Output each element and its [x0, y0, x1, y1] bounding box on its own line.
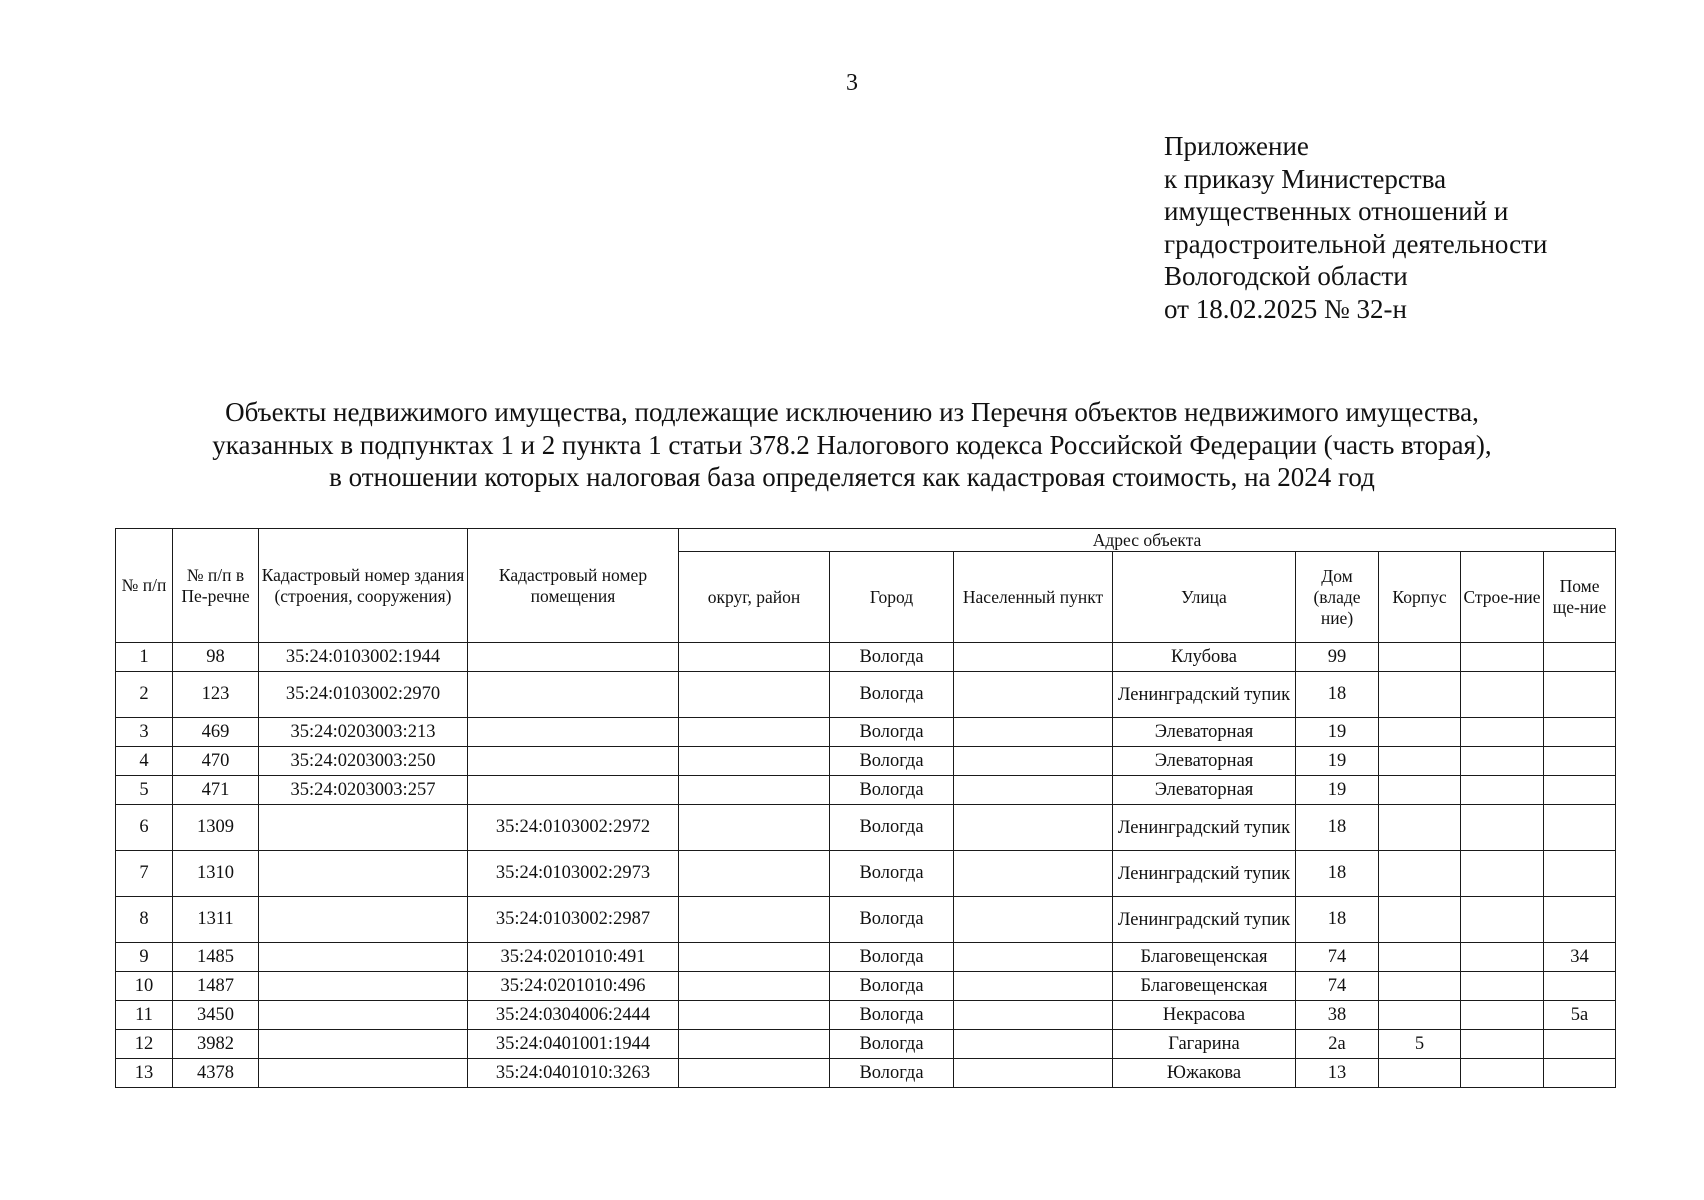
appendix-block	[1164, 130, 1684, 325]
cell-city: Вологда	[830, 897, 954, 943]
cell-pomeshchenie	[1544, 643, 1616, 672]
cell-building-cadastral	[259, 805, 468, 851]
appendix-line: градостроительной деятельности	[1164, 228, 1548, 259]
cell-district	[679, 851, 830, 897]
cell-pomeshchenie	[1544, 747, 1616, 776]
cell-house: 13	[1296, 1059, 1379, 1088]
cell-num: 9	[116, 943, 173, 972]
cell-room-cadastral	[468, 718, 679, 747]
cell-city: Вологда	[830, 1030, 954, 1059]
header-district: округ, район	[679, 552, 830, 643]
cell-street: Элеваторная	[1113, 718, 1296, 747]
cell-korpus	[1379, 643, 1461, 672]
cell-stroenie	[1461, 851, 1544, 897]
cell-room-cadastral: 35:24:0103002:2972	[468, 805, 679, 851]
cell-stroenie	[1461, 1030, 1544, 1059]
cell-district	[679, 897, 830, 943]
cell-house: 38	[1296, 1001, 1379, 1030]
table-row	[116, 805, 1616, 851]
cell-building-cadastral: 35:24:0203003:250	[259, 747, 468, 776]
cell-num: 12	[116, 1030, 173, 1059]
cell-settlement	[954, 747, 1113, 776]
cell-building-cadastral: 35:24:0103002:2970	[259, 672, 468, 718]
cell-room-cadastral: 35:24:0103002:2987	[468, 897, 679, 943]
cell-street: Благовещенская	[1113, 943, 1296, 972]
cell-room-cadastral	[468, 643, 679, 672]
table-row	[116, 851, 1616, 897]
document-title	[0, 396, 1704, 494]
cell-district	[679, 805, 830, 851]
cell-street: Южакова	[1113, 1059, 1296, 1088]
cell-city: Вологда	[830, 672, 954, 718]
title-line: Объекты недвижимого имущества, подлежащие исключению из Перечня объектов недвижимого имущества,	[225, 397, 1479, 427]
title-line: указанных в подпунктах 1 и 2 пункта 1 статьи 378.2 Налогового кодекса Российской Федерации (часть вторая),	[212, 429, 1492, 460]
cell-house: 18	[1296, 897, 1379, 943]
header-settlement: Населенный пункт	[954, 552, 1113, 643]
cell-settlement	[954, 943, 1113, 972]
cell-settlement	[954, 718, 1113, 747]
cell-city: Вологда	[830, 972, 954, 1001]
cell-list-num: 98	[173, 643, 259, 672]
cell-district	[679, 776, 830, 805]
cell-building-cadastral: 35:24:0203003:257	[259, 776, 468, 805]
cell-stroenie	[1461, 897, 1544, 943]
cell-num: 10	[116, 972, 173, 1001]
header-address-group: Адрес объекта	[679, 529, 1616, 552]
cell-house: 18	[1296, 851, 1379, 897]
cell-room-cadastral	[468, 747, 679, 776]
cell-settlement	[954, 851, 1113, 897]
cell-num: 4	[116, 747, 173, 776]
page-number: 3	[846, 70, 858, 96]
objects-table	[115, 528, 1616, 1088]
cell-korpus	[1379, 672, 1461, 718]
cell-city: Вологда	[830, 943, 954, 972]
cell-building-cadastral	[259, 1030, 468, 1059]
cell-city: Вологда	[830, 643, 954, 672]
appendix-line: к приказу Министерства	[1164, 163, 1447, 194]
title-line: в отношении которых налоговая база определяется как кадастровая стоимость, на 2024 год	[329, 462, 1375, 492]
cell-street: Некрасова	[1113, 1001, 1296, 1030]
cell-district	[679, 1059, 830, 1088]
header-house: Дом (владе ние)	[1296, 552, 1379, 643]
cell-num: 6	[116, 805, 173, 851]
cell-korpus	[1379, 897, 1461, 943]
cell-settlement	[954, 1001, 1113, 1030]
cell-room-cadastral: 35:24:0103002:2973	[468, 851, 679, 897]
cell-list-num: 3982	[173, 1030, 259, 1059]
header-num: № п/п	[116, 529, 173, 643]
cell-city: Вологда	[830, 747, 954, 776]
cell-settlement	[954, 897, 1113, 943]
cell-street: Гагарина	[1113, 1030, 1296, 1059]
cell-korpus: 5	[1379, 1030, 1461, 1059]
cell-korpus	[1379, 718, 1461, 747]
cell-korpus	[1379, 1001, 1461, 1030]
cell-house: 18	[1296, 805, 1379, 851]
cell-district	[679, 1001, 830, 1030]
table-row	[116, 1001, 1616, 1030]
appendix-line: от 18.02.2025 № 32-н	[1164, 293, 1407, 324]
cell-pomeshchenie: 34	[1544, 943, 1616, 972]
cell-num: 13	[116, 1059, 173, 1088]
cell-building-cadastral: 35:24:0203003:213	[259, 718, 468, 747]
cell-city: Вологда	[830, 805, 954, 851]
cell-city: Вологда	[830, 851, 954, 897]
cell-building-cadastral	[259, 972, 468, 1001]
header-stroenie: Строе-ние	[1461, 552, 1544, 643]
cell-settlement	[954, 972, 1113, 1001]
cell-building-cadastral	[259, 897, 468, 943]
cell-korpus	[1379, 972, 1461, 1001]
cell-pomeshchenie: 5а	[1544, 1001, 1616, 1030]
cell-list-num: 3450	[173, 1001, 259, 1030]
table-row	[116, 776, 1616, 805]
cell-street: Клубова	[1113, 643, 1296, 672]
table-row	[116, 672, 1616, 718]
cell-stroenie	[1461, 643, 1544, 672]
table-row	[116, 643, 1616, 672]
cell-list-num: 471	[173, 776, 259, 805]
cell-street: Благовещенская	[1113, 972, 1296, 1001]
cell-settlement	[954, 643, 1113, 672]
cell-building-cadastral: 35:24:0103002:1944	[259, 643, 468, 672]
cell-list-num: 1310	[173, 851, 259, 897]
cell-room-cadastral	[468, 776, 679, 805]
cell-pomeshchenie	[1544, 718, 1616, 747]
cell-city: Вологда	[830, 718, 954, 747]
cell-pomeshchenie	[1544, 851, 1616, 897]
cell-stroenie	[1461, 718, 1544, 747]
cell-building-cadastral	[259, 1059, 468, 1088]
cell-room-cadastral: 35:24:0201010:491	[468, 943, 679, 972]
cell-room-cadastral: 35:24:0401010:3263	[468, 1059, 679, 1088]
cell-city: Вологда	[830, 776, 954, 805]
cell-room-cadastral: 35:24:0304006:2444	[468, 1001, 679, 1030]
cell-city: Вологда	[830, 1059, 954, 1088]
cell-pomeshchenie	[1544, 897, 1616, 943]
cell-settlement	[954, 1059, 1113, 1088]
table-row	[116, 718, 1616, 747]
cell-district	[679, 972, 830, 1001]
cell-list-num: 470	[173, 747, 259, 776]
cell-district	[679, 643, 830, 672]
cell-pomeshchenie	[1544, 1030, 1616, 1059]
cell-house: 99	[1296, 643, 1379, 672]
cell-street: Элеваторная	[1113, 747, 1296, 776]
cell-district	[679, 1030, 830, 1059]
cell-pomeshchenie	[1544, 805, 1616, 851]
cell-korpus	[1379, 851, 1461, 897]
cell-room-cadastral	[468, 672, 679, 718]
cell-list-num: 1309	[173, 805, 259, 851]
cell-street: Элеваторная	[1113, 776, 1296, 805]
cell-stroenie	[1461, 1001, 1544, 1030]
cell-stroenie	[1461, 747, 1544, 776]
cell-num: 11	[116, 1001, 173, 1030]
header-korpus: Корпус	[1379, 552, 1461, 643]
cell-district	[679, 747, 830, 776]
cell-stroenie	[1461, 805, 1544, 851]
cell-district	[679, 943, 830, 972]
cell-pomeshchenie	[1544, 1059, 1616, 1088]
table-row	[116, 1030, 1616, 1059]
cell-street: Ленинградский тупик	[1113, 897, 1296, 943]
cell-num: 7	[116, 851, 173, 897]
cell-stroenie	[1461, 672, 1544, 718]
cell-settlement	[954, 805, 1113, 851]
cell-street: Ленинградский тупик	[1113, 851, 1296, 897]
cell-korpus	[1379, 805, 1461, 851]
cell-settlement	[954, 776, 1113, 805]
cell-street: Ленинградский тупик	[1113, 672, 1296, 718]
cell-room-cadastral: 35:24:0401001:1944	[468, 1030, 679, 1059]
cell-pomeshchenie	[1544, 672, 1616, 718]
cell-stroenie	[1461, 972, 1544, 1001]
header-building-cadastral: Кадастровый номер здания (строения, сооружения)	[259, 529, 468, 643]
cell-list-num: 4378	[173, 1059, 259, 1088]
table-row	[116, 897, 1616, 943]
cell-house: 19	[1296, 747, 1379, 776]
appendix-line: Приложение	[1164, 131, 1309, 161]
table-row	[116, 972, 1616, 1001]
cell-num: 2	[116, 672, 173, 718]
cell-list-num: 1487	[173, 972, 259, 1001]
cell-street: Ленинградский тупик	[1113, 805, 1296, 851]
cell-house: 19	[1296, 718, 1379, 747]
cell-city: Вологда	[830, 1001, 954, 1030]
cell-building-cadastral	[259, 851, 468, 897]
cell-num: 5	[116, 776, 173, 805]
cell-building-cadastral	[259, 1001, 468, 1030]
cell-list-num: 123	[173, 672, 259, 718]
appendix-line: имущественных отношений и	[1164, 196, 1509, 226]
cell-stroenie	[1461, 943, 1544, 972]
cell-list-num: 1311	[173, 897, 259, 943]
cell-house: 18	[1296, 672, 1379, 718]
cell-house: 74	[1296, 943, 1379, 972]
cell-district	[679, 672, 830, 718]
header-city: Город	[830, 552, 954, 643]
cell-room-cadastral: 35:24:0201010:496	[468, 972, 679, 1001]
cell-stroenie	[1461, 776, 1544, 805]
cell-pomeshchenie	[1544, 972, 1616, 1001]
cell-stroenie	[1461, 1059, 1544, 1088]
cell-korpus	[1379, 747, 1461, 776]
cell-num: 3	[116, 718, 173, 747]
header-pomeshchenie: Поме ще-ние	[1544, 552, 1616, 643]
cell-house: 74	[1296, 972, 1379, 1001]
table-body	[116, 643, 1616, 1088]
cell-korpus	[1379, 943, 1461, 972]
cell-building-cadastral	[259, 943, 468, 972]
table-row	[116, 747, 1616, 776]
table-row	[116, 943, 1616, 972]
cell-korpus	[1379, 1059, 1461, 1088]
header-room-cadastral: Кадастровый номер помещения	[468, 529, 679, 643]
cell-list-num: 1485	[173, 943, 259, 972]
cell-korpus	[1379, 776, 1461, 805]
cell-house: 2а	[1296, 1030, 1379, 1059]
header-street: Улица	[1113, 552, 1296, 643]
cell-num: 8	[116, 897, 173, 943]
cell-settlement	[954, 1030, 1113, 1059]
table-header-row	[116, 529, 1616, 552]
header-list-num: № п/п в Пе-речне	[173, 529, 259, 643]
cell-district	[679, 718, 830, 747]
cell-list-num: 469	[173, 718, 259, 747]
appendix-line: Вологодской области	[1164, 261, 1408, 291]
table-row	[116, 1059, 1616, 1088]
cell-settlement	[954, 672, 1113, 718]
cell-house: 19	[1296, 776, 1379, 805]
cell-pomeshchenie	[1544, 776, 1616, 805]
cell-num: 1	[116, 643, 173, 672]
